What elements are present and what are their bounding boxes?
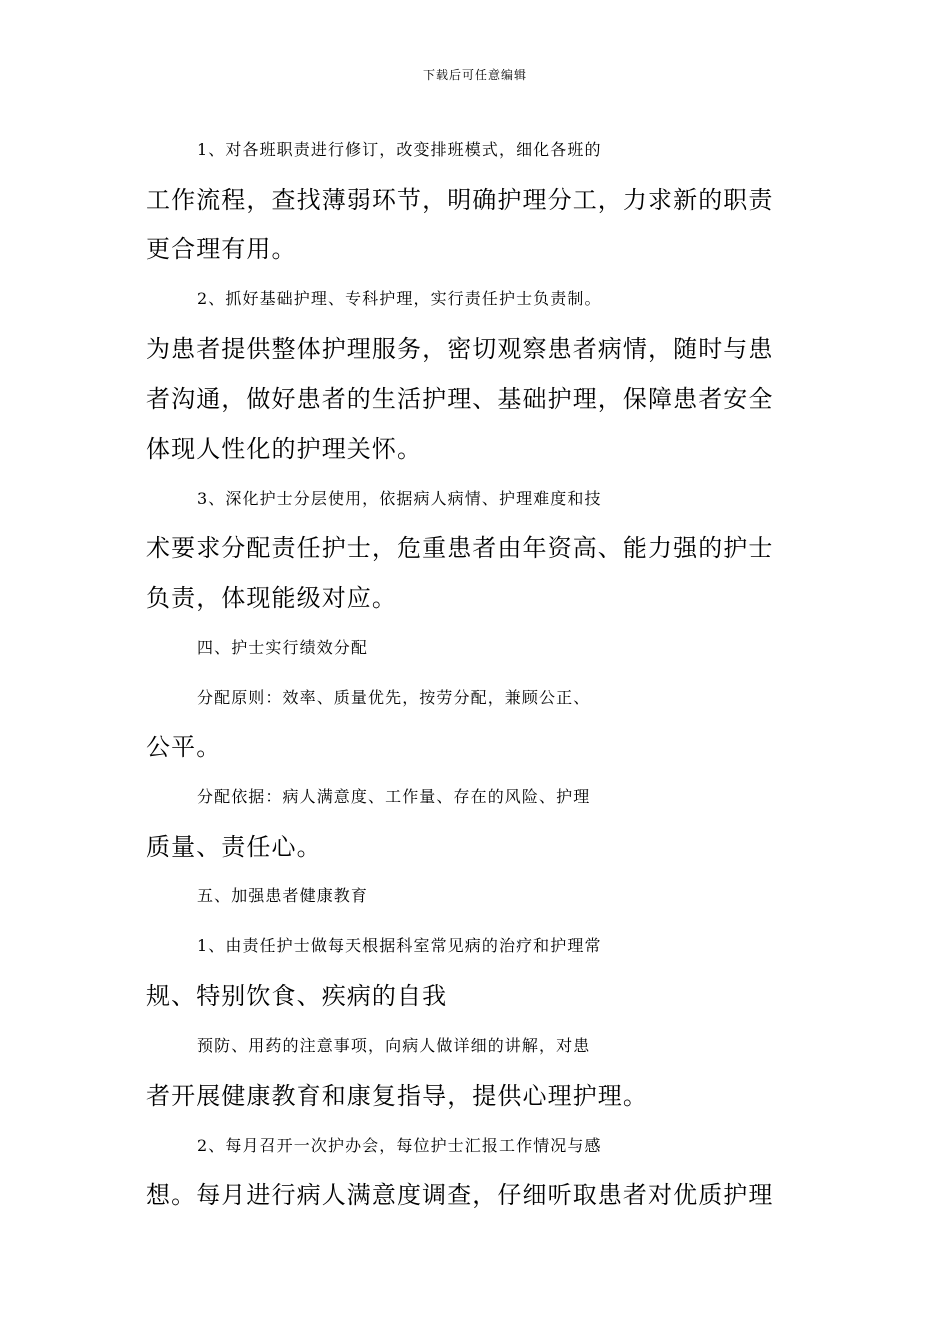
text-line: 3、深化护士分层使用，依据病人病情、护理难度和技 [197,489,602,508]
text-line: 1、对各班职责进行修订，改变排班模式，细化各班的 [197,140,602,159]
text-line: 预防、用药的注意事项，向病人做详细的讲解，对患 [197,1036,591,1055]
text-line: 术要求分配责任护士，危重患者由年资高、能力强的护士 [146,534,774,562]
text-line: 分配原则：效率、质量优先，按劳分配，兼顾公正、 [197,688,591,707]
page-header: 下载后可任意编辑 [422,68,527,82]
text-line: 工作流程，查找薄弱环节，明确护理分工，力求新的职责 [146,186,774,214]
text-line: 者沟通，做好患者的生活护理、基础护理，保障患者安全 [146,385,774,413]
text-line: 体现人性化的护理关怀。 [146,435,423,463]
text-line: 规、特别饮食、疾病的自我 [146,982,448,1010]
section-heading: 四、护士实行绩效分配 [197,638,369,657]
text-line: 为患者提供整体护理服务，密切观察患者病情，随时与患 [146,335,774,363]
text-line: 分配依据：病人满意度、工作量、存在的风险、护理 [197,787,591,806]
text-line: 更合理有用。 [146,235,297,263]
text-line: 质量、责任心。 [146,833,322,861]
text-line: 者开展健康教育和康复指导，提供心理护理。 [146,1082,648,1110]
text-line: 负责，体现能级对应。 [146,584,397,612]
text-line: 公平。 [146,733,222,761]
text-line: 1、由责任护士做每天根据科室常见病的治疗和护理常 [197,936,602,955]
section-heading: 五、加强患者健康教育 [197,886,369,905]
text-line: 2、抓好基础护理、专科护理，实行责任护士负责制。 [197,289,602,308]
text-line: 想。每月进行病人满意度调查，仔细听取患者对优质护理 [146,1181,774,1209]
text-line: 2、每月召开一次护办会，每位护士汇报工作情况与感 [197,1136,602,1155]
